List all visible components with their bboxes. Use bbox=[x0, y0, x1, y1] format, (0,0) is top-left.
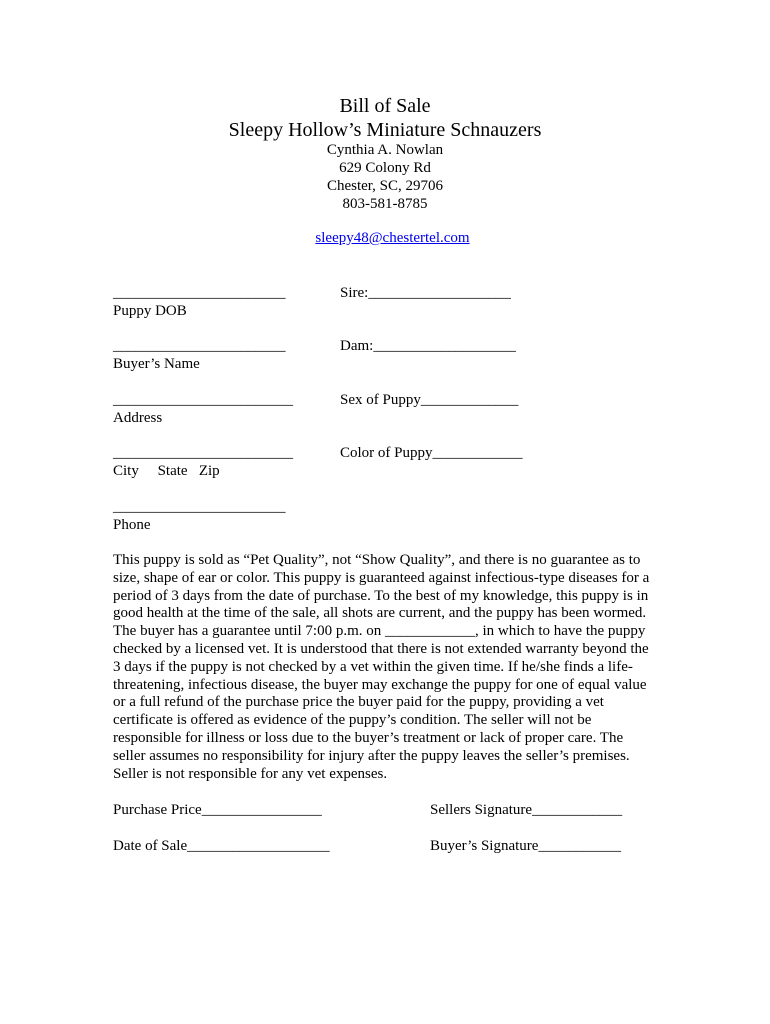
phone-number: 803-581-8785 bbox=[342, 196, 428, 212]
buyers-signature-field[interactable]: Buyer’s Signature___________ bbox=[430, 838, 621, 854]
address-label: Address bbox=[113, 410, 163, 426]
dam-field[interactable]: Dam:___________________ bbox=[340, 338, 516, 354]
sex-of-puppy-field[interactable]: Sex of Puppy_____________ bbox=[340, 392, 519, 408]
sire-field[interactable]: Sire:___________________ bbox=[340, 285, 511, 301]
street-address: 629 Colony Rd bbox=[339, 160, 431, 176]
city-state-zip-header: Chester, SC, 29706 bbox=[326, 178, 444, 194]
sellers-signature-field[interactable]: Sellers Signature____________ bbox=[430, 802, 623, 818]
color-of-puppy-field[interactable]: Color of Puppy____________ bbox=[340, 445, 523, 461]
terms-paragraph: This puppy is sold as “Pet Quality”, not “Show Quality”, and there is no guarantee as to size, shape of ear or color. This puppy is guaranteed against infectious-type diseases for a period of 3 days from the date of purchase. To the best of my knowledge, this puppy is in good health at the time of the sale, all shots are current, and the puppy has been wormed. The buyer has a guarantee until 7:00 p.m. on ____________, in which to have the puppy checked by a licensed vet. It is understood that there is not extended warranty beyond the 3 days if the puppy is not checked by a vet within the given time. If he/she finds a life-threatening, infectious disease, the buyer may exchange the puppy for one of equal value or a full refund of the purchase price the buyer paid for the puppy, providing a vet certificate is offered as evidence of the puppy’s condition. The seller will not be responsible for illness or loss due to the buyer’s treatment or lack of proper care. The seller assumes no responsibility for injury after the puppy leaves the seller’s premises. Seller is not responsible for any vet expenses. bbox=[113, 552, 650, 782]
city-state-zip-line[interactable]: ________________________ bbox=[113, 445, 293, 461]
purchase-price-field[interactable]: Purchase Price________________ bbox=[113, 802, 322, 818]
document-title: Bill of Sale bbox=[339, 95, 431, 117]
owner-name: Cynthia A. Nowlan bbox=[326, 142, 444, 158]
puppy-dob-label: Puppy DOB bbox=[113, 303, 187, 319]
city-state-zip-label: City State Zip bbox=[113, 463, 220, 479]
address-line[interactable]: ________________________ bbox=[113, 392, 293, 408]
buyer-name-line[interactable]: _______________________ bbox=[113, 338, 286, 354]
buyer-name-label: Buyer’s Name bbox=[113, 356, 200, 372]
date-of-sale-field[interactable]: Date of Sale___________________ bbox=[113, 838, 330, 854]
phone-label: Phone bbox=[113, 517, 151, 533]
email-link[interactable]: sleepy48@chestertel.com bbox=[315, 230, 470, 246]
puppy-dob-line[interactable]: _______________________ bbox=[113, 285, 286, 301]
business-name: Sleepy Hollow’s Miniature Schnauzers bbox=[228, 119, 542, 141]
phone-line[interactable]: _______________________ bbox=[113, 499, 286, 515]
